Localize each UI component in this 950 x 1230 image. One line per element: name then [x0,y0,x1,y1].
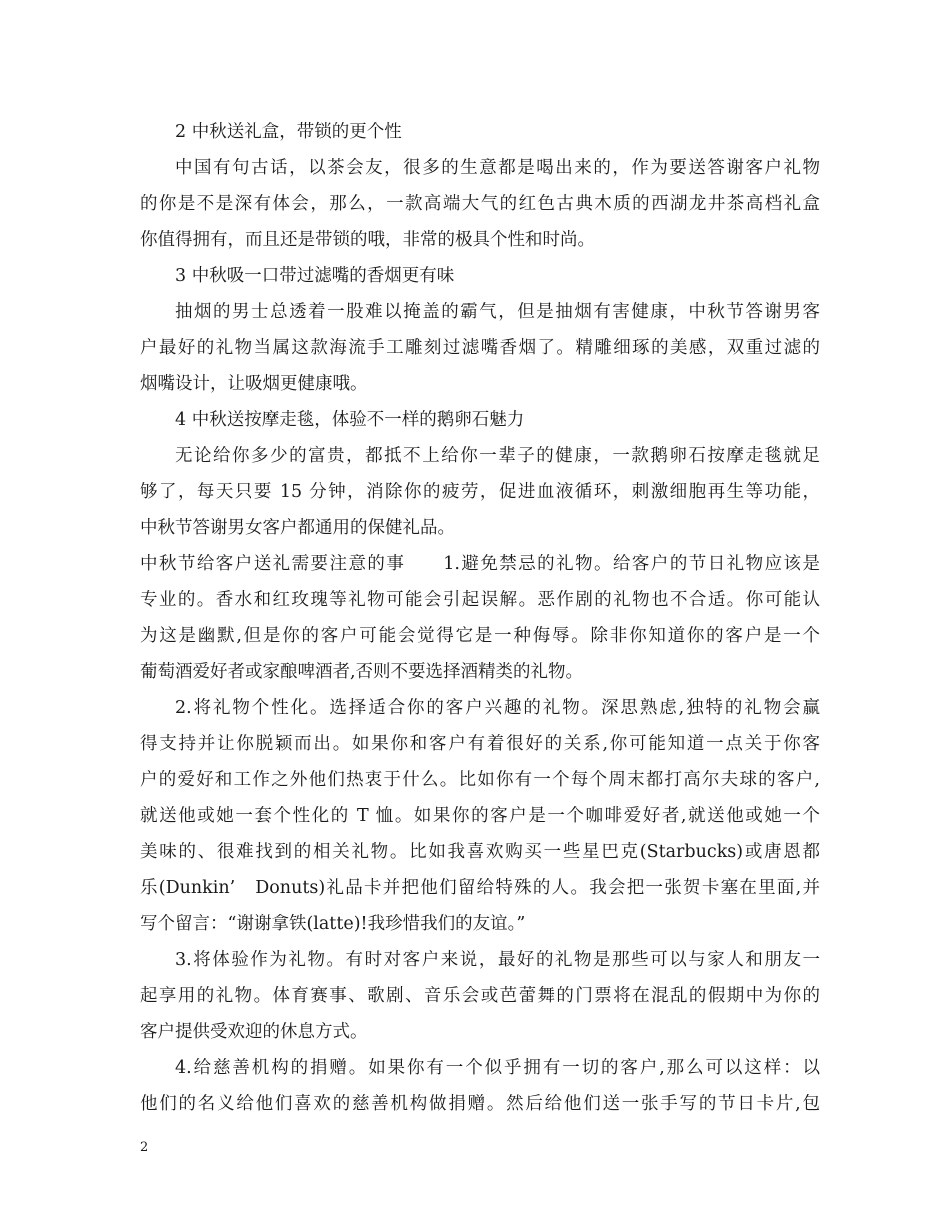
paragraph-line: 起享用的礼物。体育赛事、歌剧、音乐会或芭蕾舞的门票将在混乱的假期中为你的 [140,986,820,1006]
paragraph-line: 写个留言：“谢谢拿铁(latte)!我珍惜我们的友谊。” [140,914,526,934]
heading-gift-box: 2 中秋送礼盒，带锁的更个性 [175,122,402,142]
paragraph-line: 中秋节答谢男女客户都通用的保健礼品。 [140,518,455,538]
paragraph-line: 抽烟的男士总透着一股难以掩盖的霸气，但是抽烟有害健康，中秋节答谢男客 [175,302,820,322]
paragraph-line: 户的爱好和工作之外他们热衷于什么。比如你有一个每个周末都打高尔夫球的客户, [140,770,820,790]
paragraph-line: 乐(Dunkin’ Donuts)礼品卡并把他们留给特殊的人。我会把一张贺卡塞在里面,并 [140,878,820,898]
heading-massage-mat: 4 中秋送按摩走毯，体验不一样的鹅卵石魅力 [175,410,525,430]
paragraph-line: 烟嘴设计，让吸烟更健康哦。 [140,374,368,394]
paragraph-line: 的你是不是深有体会，那么，一款高端大气的红色古典木质的西湖龙井茶高档礼盒 [140,194,820,214]
paragraph-line: 客户提供受欢迎的休息方式。 [140,1022,368,1042]
paragraph-line: 中国有句古话，以茶会友，很多的生意都是喝出来的，作为要送答谢客户礼物 [175,158,820,178]
paragraph-line: 专业的。香水和红玫瑰等礼物可能会引起误解。恶作剧的礼物也不合适。你可能认 [140,590,820,610]
paragraph-line-notes-heading: 中秋节给客户送礼需要注意的事 1.避免禁忌的礼物。给客户的节日礼物应该是 [140,554,820,574]
paragraph-line: 他们的名义给他们喜欢的慈善机构做捐赠。然后给他们送一张手写的节日卡片,包 [140,1094,820,1114]
paragraph-line: 就送他或她一套个性化的 T 恤。如果你的客户是一个咖啡爱好者,就送他或她一个 [140,806,820,826]
paragraph-line: 葡萄酒爱好者或家酿啤酒者,否则不要选择酒精类的礼物。 [140,662,584,682]
paragraph-line: 无论给你多少的富贵，都抵不上给你一辈子的健康，一款鹅卵石按摩走毯就足 [175,446,820,466]
paragraph-line: 户最好的礼物当属这款海流手工雕刻过滤嘴香烟了。精雕细琢的美感，双重过滤的 [140,338,820,358]
page-number: 2 [140,1140,149,1155]
paragraph-line: 3.将体验作为礼物。有时对客户来说，最好的礼物是那些可以与家人和朋友一 [175,950,820,970]
paragraph-line: 2.将礼物个性化。选择适合你的客户兴趣的礼物。深思熟虑,独特的礼物会赢 [175,698,820,718]
heading-cigarettes: 3 中秋吸一口带过滤嘴的香烟更有味 [175,266,455,286]
paragraph-line: 你值得拥有，而且还是带锁的哦，非常的极具个性和时尚。 [140,230,595,250]
paragraph-line: 得支持并让你脱颖而出。如果你和客户有着很好的关系,你可能知道一点关于你客 [140,734,820,754]
paragraph-line: 美味的、很难找到的相关礼物。比如我喜欢购买一些星巴克(Starbucks)或唐恩都 [140,842,820,862]
paragraph-line: 够了，每天只要 15 分钟，消除你的疲劳，促进血液循环，刺激细胞再生等功能， [140,482,820,502]
paragraph-line: 为这是幽默,但是你的客户可能会觉得它是一种侮辱。除非你知道你的客户是一个 [140,626,820,646]
paragraph-line: 4.给慈善机构的捐赠。如果你有一个似乎拥有一切的客户,那么可以这样：以 [175,1058,820,1078]
